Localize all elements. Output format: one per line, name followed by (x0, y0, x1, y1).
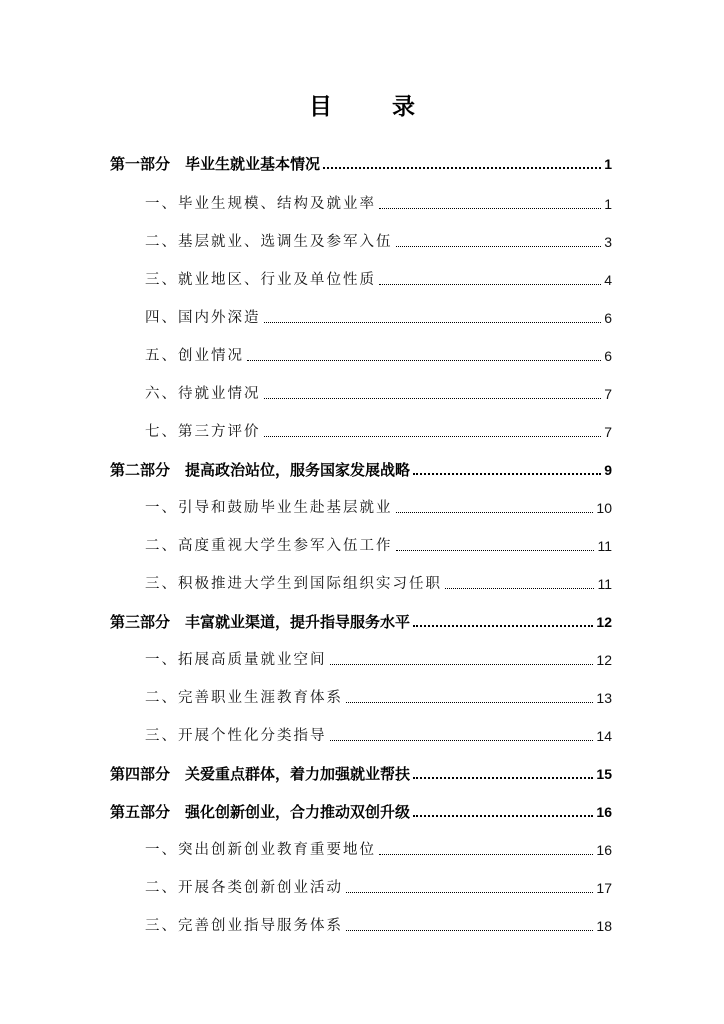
dot-leader (413, 777, 593, 779)
toc-entry-label: 一、突出创新创业教育重要地位 (145, 842, 376, 858)
toc-entry-section[interactable] (0, 418, 724, 442)
toc-entry-label: 四、国内外深造 (145, 310, 261, 326)
toc-entry-label: 第二部分 提高政治站位，服务国家发展战略 (110, 461, 411, 479)
toc-entry-page-number: 4 (604, 272, 612, 288)
toc-entry-section[interactable] (0, 570, 724, 594)
toc-entry-page-number: 14 (596, 728, 612, 744)
toc-entry-section[interactable] (0, 494, 724, 518)
toc-entry-label: 第三部分 丰富就业渠道，提升指导服务水平 (110, 613, 411, 631)
toc-entry-section[interactable] (0, 646, 724, 670)
dot-leader (413, 815, 593, 817)
dot-leader (264, 322, 602, 323)
dot-leader (330, 740, 594, 741)
toc-entry-part-5[interactable] (0, 798, 724, 822)
toc-entry-page-number: 15 (596, 766, 612, 782)
dot-leader (396, 246, 602, 247)
toc-entry-part-2[interactable] (0, 456, 724, 480)
toc-entry-label: 二、完善职业生涯教育体系 (145, 690, 343, 706)
dot-leader (396, 512, 594, 513)
toc-entry-section[interactable] (0, 532, 724, 556)
toc-entry-page-number: 11 (597, 576, 612, 592)
dot-leader (264, 436, 602, 437)
toc-entry-page-number: 7 (604, 424, 612, 440)
dot-leader (323, 167, 601, 169)
dot-leader (346, 892, 593, 893)
toc-entry-label: 五、创业情况 (145, 348, 244, 364)
toc-entry-label: 一、毕业生规模、结构及就业率 (145, 196, 376, 212)
toc-entry-page-number: 16 (596, 804, 612, 820)
toc-entry-section[interactable] (0, 912, 724, 936)
toc-entry-page-number: 13 (596, 690, 612, 706)
toc-entry-page-number: 12 (596, 614, 612, 630)
toc-entry-label: 一、引导和鼓励毕业生赴基层就业 (145, 500, 393, 516)
toc-entry-section[interactable] (0, 304, 724, 328)
toc-entry-section[interactable] (0, 380, 724, 404)
toc-entry-label: 三、开展个性化分类指导 (145, 728, 327, 744)
toc-entry-label: 二、基层就业、选调生及参军入伍 (145, 234, 393, 250)
toc-entry-label: 六、待就业情况 (145, 386, 261, 402)
toc-entry-section[interactable] (0, 228, 724, 252)
toc-entry-page-number: 3 (604, 234, 612, 250)
toc-entry-label: 二、开展各类创新创业活动 (145, 880, 343, 896)
toc-entry-part-3[interactable] (0, 608, 724, 632)
toc-entry-label: 第五部分 强化创新创业，合力推动双创升级 (110, 803, 411, 821)
page-title: 目 录 (308, 94, 441, 120)
toc-entry-page-number: 11 (597, 538, 612, 554)
dot-leader (379, 854, 593, 855)
dot-leader (330, 664, 594, 665)
toc-entry-section[interactable] (0, 190, 724, 214)
toc-entry-label: 三、完善创业指导服务体系 (145, 918, 343, 934)
toc-entry-section[interactable] (0, 836, 724, 860)
dot-leader (396, 550, 595, 551)
toc-entry-label: 第四部分 关爱重点群体，着力加强就业帮扶 (110, 765, 411, 783)
toc-entry-page-number: 18 (596, 918, 612, 934)
toc-entry-part-4[interactable] (0, 760, 724, 784)
dot-leader (445, 588, 594, 589)
toc-entry-page-number: 16 (596, 842, 612, 858)
toc-entry-page-number: 1 (604, 156, 612, 172)
dot-leader (346, 930, 593, 931)
toc-entry-page-number: 17 (596, 880, 612, 896)
dot-leader (247, 360, 601, 361)
toc-entry-label: 七、第三方评价 (145, 424, 261, 440)
toc-entry-page-number: 7 (604, 386, 612, 402)
toc-entry-section[interactable] (0, 722, 724, 746)
toc-entry-section[interactable] (0, 266, 724, 290)
toc-entry-page-number: 10 (596, 500, 612, 516)
toc-entry-page-number: 12 (596, 652, 612, 668)
toc-entry-section[interactable] (0, 342, 724, 366)
dot-leader (379, 284, 601, 285)
dot-leader (413, 625, 593, 627)
toc-entry-label: 第一部分 毕业生就业基本情况 (110, 155, 321, 173)
toc-entry-page-number: 6 (604, 310, 612, 326)
toc-entry-page-number: 1 (604, 196, 612, 212)
toc-entry-part-1[interactable] (0, 150, 724, 174)
toc-entry-section[interactable] (0, 684, 724, 708)
dot-leader (379, 208, 601, 209)
dot-leader (264, 398, 602, 399)
toc-entry-label: 一、拓展高质量就业空间 (145, 652, 327, 668)
dot-leader (413, 473, 601, 475)
dot-leader (346, 702, 593, 703)
toc-entry-section[interactable] (0, 874, 724, 898)
toc-entry-label: 三、就业地区、行业及单位性质 (145, 272, 376, 288)
toc-entry-label: 二、高度重视大学生参军入伍工作 (145, 538, 393, 554)
toc-entry-page-number: 6 (604, 348, 612, 364)
toc-entry-page-number: 9 (604, 462, 612, 478)
toc-entry-label: 三、积极推进大学生到国际组织实习任职 (145, 576, 442, 592)
